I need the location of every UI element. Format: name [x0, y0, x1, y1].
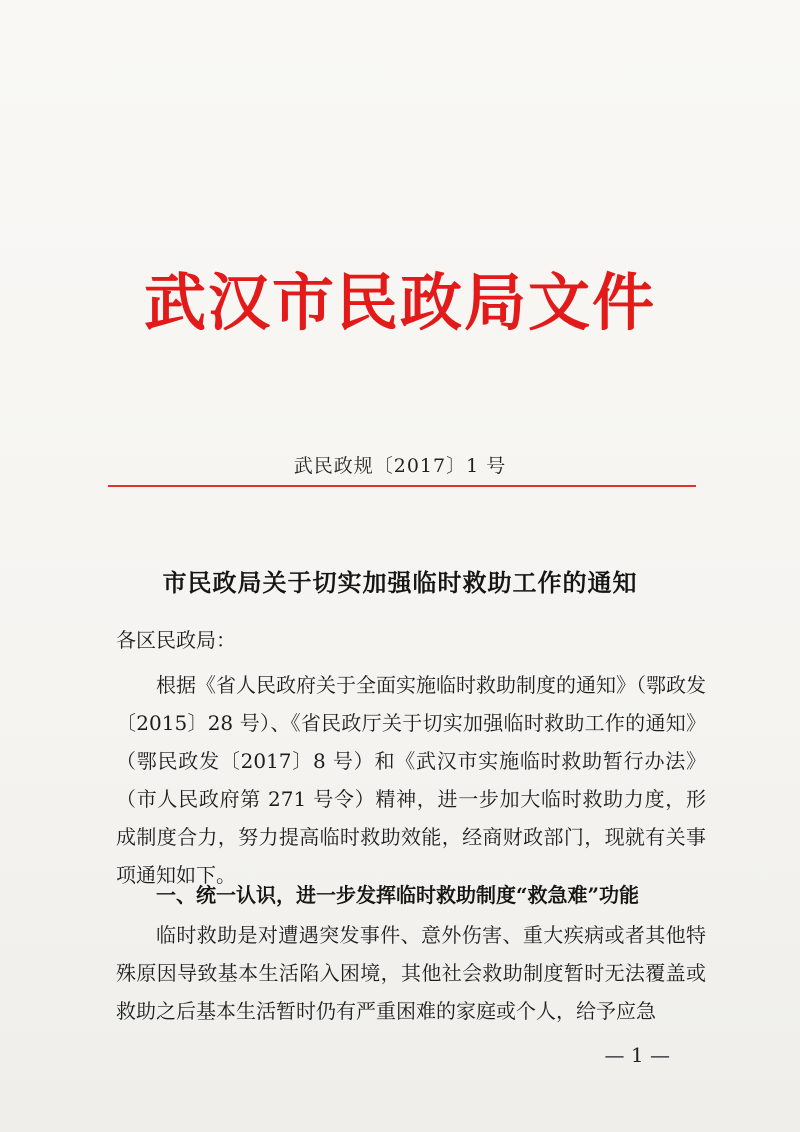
notice-title: 市民政局关于切实加强临时救助工作的通知: [162, 568, 638, 597]
issuer-title: 武汉市民政局文件: [143, 266, 656, 339]
intro-paragraph-block: [116, 666, 706, 894]
page-number: — 1 —: [604, 1043, 670, 1067]
section1-paragraph-block: [116, 916, 706, 1030]
document-number: 武民政规〔2017〕1 号: [293, 455, 507, 477]
addressee: 各区民政局：: [116, 628, 236, 652]
red-separator-line: [108, 485, 696, 487]
section1-heading: 一、统一认识，进一步发挥临时救助制度“救急难”功能: [156, 883, 640, 907]
section1-paragraph: 临时救助是对遭遇突发事件、意外伤害、重大疾病或者其他特殊原因导致基本生活陷入困境，其他社会救助制度暂时无法覆盖或救助之后基本生活暂时仍有严重困难的家庭或个人，给予应急: [116, 923, 706, 1023]
intro-paragraph: 根据《省人民政府关于全面实施临时救助制度的通知》（鄂政发〔2015〕28 号）、《省民政厅关于切实加强临时救助工作的通知》（鄂民政发〔2017〕8 号）和《武汉市实施临时救助暂行办法》（市人民政府第 271 号令）精神，进一步加大临时救助力度，形成制度合力，努力提高临时救助效能，经商财政部门，现就有关事项通知如下。: [116, 673, 706, 887]
